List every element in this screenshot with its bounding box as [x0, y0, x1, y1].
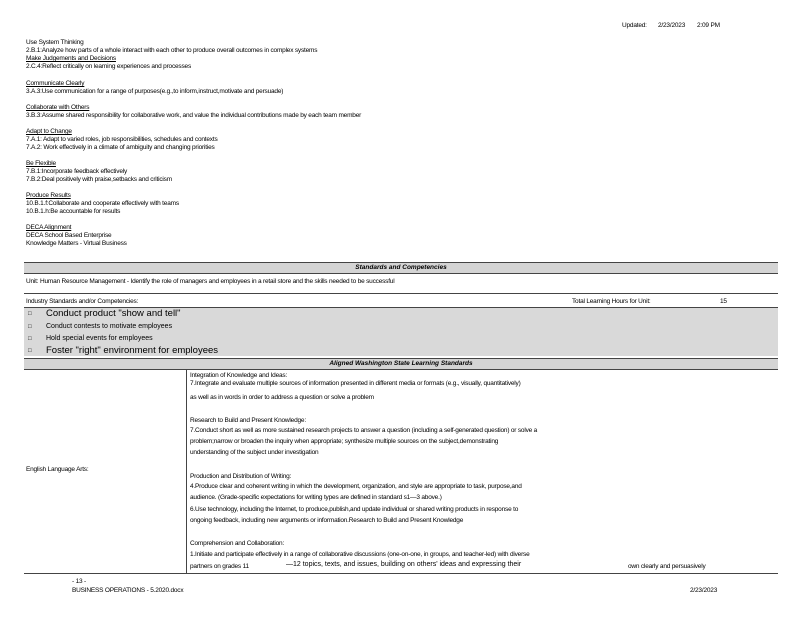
standard-text: 4.Produce clear and coherent writing in which the development, organization, and style are appropriate to task, purpose,and — [190, 483, 522, 490]
standard-text: 6.Use technology, including the Internet, to produce,publish,and update individual or shared writing products in response to — [190, 506, 519, 513]
column-divider — [186, 369, 187, 573]
standards-band — [24, 262, 778, 274]
skill-heading: DECA Alignment — [26, 224, 72, 231]
skill-text: 3.A.3:Use communication for a range of purposes(e.g.,to inform,instruct,motivate and persuade) — [26, 88, 284, 95]
hours-value: 15 — [720, 298, 727, 305]
standard-text: own clearly and persuasively — [628, 563, 706, 570]
standard-text: 1.Initiate and participate effectively in a range of collaborative discussions (one-on-one, in groups, and teacher-led) with diverse — [190, 551, 530, 558]
skill-heading: Make Judgements and Decisions — [26, 55, 116, 62]
section-title: Research to Build and Present Knowledge: — [190, 417, 306, 424]
standard-text: understanding of the subject under investigation — [190, 449, 319, 456]
square-bullet-icon: □ — [28, 336, 32, 342]
standard-text: ongoing feedback, including new arguments or information.Research to Build and Present Knowledge — [190, 517, 464, 524]
ela-table — [24, 369, 778, 574]
hours-label: Total Learning Hours for Unit: — [572, 298, 651, 305]
bullet-item: Conduct product "show and tell" — [46, 308, 181, 319]
skill-heading: Be Flexible — [26, 160, 56, 167]
standard-text: as well as in words in order to address a question or solve a problem — [190, 394, 374, 401]
skill-text: 2.B.1:Analyze how parts of a whole interact with each other to produce overall outcomes in complex systems — [26, 47, 318, 54]
page-number: - 13 - — [72, 578, 86, 585]
footer-date: 2/23/2023 — [690, 587, 718, 594]
skill-text: 7.A.2: Work effectively in a climate of ambiguity and changing priorities — [26, 144, 215, 151]
skill-text: Knowledge Matters - Virtual Business — [26, 240, 127, 247]
standard-text: 7.Conduct short as well as more sustained research projects to answer a question (including a self-generated question) or solve a — [190, 427, 538, 434]
updated-time: 2:09 PM — [697, 22, 720, 29]
skill-text: 7.A.1: Adapt to varied roles, job responsibilities, schedules and contexts — [26, 136, 218, 143]
skill-text: 10.B.1.f:Collaborate and cooperate effectively with teams — [26, 200, 179, 207]
skill-text: 3.B.3:Assume shared responsibility for collaborative work, and value the individual contributions made by each team member — [26, 112, 362, 119]
standard-text: problem;narrow or broaden the inquiry when appropriate; synthesize multiple sources on the subject,demonstrating — [190, 438, 499, 445]
unit-row: Unit: Human Resource Management - Identify the role of managers and employees in a retail store and the skills needed to be successful — [26, 278, 395, 285]
bullet-item: Foster "right" environment for employees — [46, 345, 219, 356]
standards-band-title: Standards and Competencies — [355, 264, 447, 271]
square-bullet-icon: □ — [28, 324, 32, 330]
bullet-item: Conduct contests to motivate employees — [46, 323, 173, 330]
document-name: BUSINESS OPERATIONS - 5.2020.docx — [72, 587, 184, 594]
skill-heading: Collaborate with Others — [26, 104, 90, 111]
skill-heading: Adapt to Change — [26, 128, 72, 135]
section-title: Production and Distribution of Writing: — [190, 473, 292, 480]
divider — [24, 293, 778, 294]
updated-date: 2/23/2023 — [658, 22, 686, 29]
skill-text: 10.B.1.h:Be accountable for results — [26, 208, 121, 215]
standard-text: partners on grades 11 — [190, 563, 249, 570]
skill-text: DECA School Based Enterprise — [26, 232, 112, 239]
square-bullet-icon: □ — [28, 348, 32, 354]
subject-label: English Language Arts: — [26, 466, 89, 473]
standard-text: audience. (Grade-specific expectations for writing types are defined in standard s1—3 above.) — [190, 494, 442, 501]
bullet-item: Hold special events for employees — [46, 335, 153, 342]
skill-text: 2.C.4:Reflect critically on learning experiences and processes — [26, 63, 191, 70]
section-title: Integration of Knowledge and Ideas: — [190, 372, 288, 379]
section-title: Comprehension and Collaboration: — [190, 540, 285, 547]
square-bullet-icon: □ — [28, 311, 32, 317]
skill-heading: Communicate Clearly — [26, 80, 85, 87]
skill-heading: Produce Results — [26, 192, 71, 199]
standard-text: 7.Integrate and evaluate multiple sources of information presented in different media or formats (e.g., visually, quantitatively) — [190, 380, 521, 387]
skill-text: 7.B.2:Deal positively with praise,setbacks and criticism — [26, 176, 172, 183]
updated-label: Updated: — [622, 22, 647, 29]
skill-heading: Use System Thinking — [26, 39, 84, 46]
standard-text: —12 topics, texts, and issues, building on others' ideas and expressing their — [286, 561, 522, 568]
aligned-band-title: Aligned Washington State Learning Standards — [329, 360, 473, 367]
skill-text: 7.B.1:Incorporate feedback effectively — [26, 168, 128, 175]
industry-label: Industry Standards and/or Competencies: — [26, 298, 139, 305]
